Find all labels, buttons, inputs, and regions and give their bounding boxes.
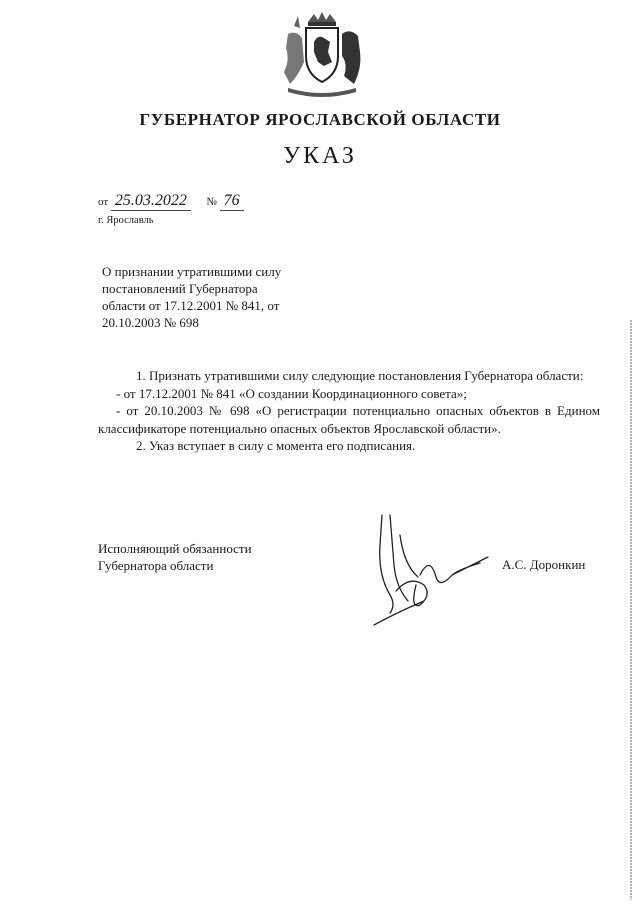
document-date: 25.03.2022	[111, 192, 191, 211]
subject-line: 20.10.2003 № 698	[102, 315, 199, 330]
signatory-title-line-2: Губернатора области	[98, 558, 214, 573]
subject-line: области от 17.12.2001 № 841, от	[102, 298, 280, 313]
date-prefix: от	[98, 196, 109, 208]
body-paragraph-3: - от 20.10.2003 № 698 «О регистрации потенциально опасных объектов в Едином классификаторе потенциально опасных объектов Ярославской области».	[98, 403, 600, 436]
signatory-name: А.С. Доронкин	[502, 557, 586, 572]
handwritten-signature	[360, 505, 500, 630]
signatory-title-line-1: Исполняющий обязанности	[98, 541, 252, 556]
document-place: г. Ярославль	[98, 215, 154, 226]
number-prefix: №	[206, 196, 217, 208]
subject-line: О признании утратившими силу	[102, 264, 282, 279]
scan-margin-line	[630, 320, 632, 900]
body-paragraph-1: 1. Признать утратившими силу следующие постановления Губернатора области:	[136, 368, 584, 383]
document-type-title: УКАЗ	[283, 143, 357, 169]
body-paragraph-4: 2. Указ вступает в силу с момента его подписания.	[136, 438, 416, 453]
coat-of-arms-emblem	[274, 12, 370, 98]
document-date-number-line	[98, 192, 244, 211]
organization-title: ГУБЕРНАТОР ЯРОСЛАВСКОЙ ОБЛАСТИ	[139, 110, 501, 129]
signatory-title	[98, 540, 252, 574]
document-number: 76	[220, 192, 244, 211]
document-subject	[102, 263, 342, 331]
body-paragraph-2: - от 17.12.2001 № 841 «О создании Координационного совета»;	[116, 385, 467, 401]
document-body	[98, 367, 600, 455]
subject-line: постановлений Губернатора	[102, 281, 258, 296]
